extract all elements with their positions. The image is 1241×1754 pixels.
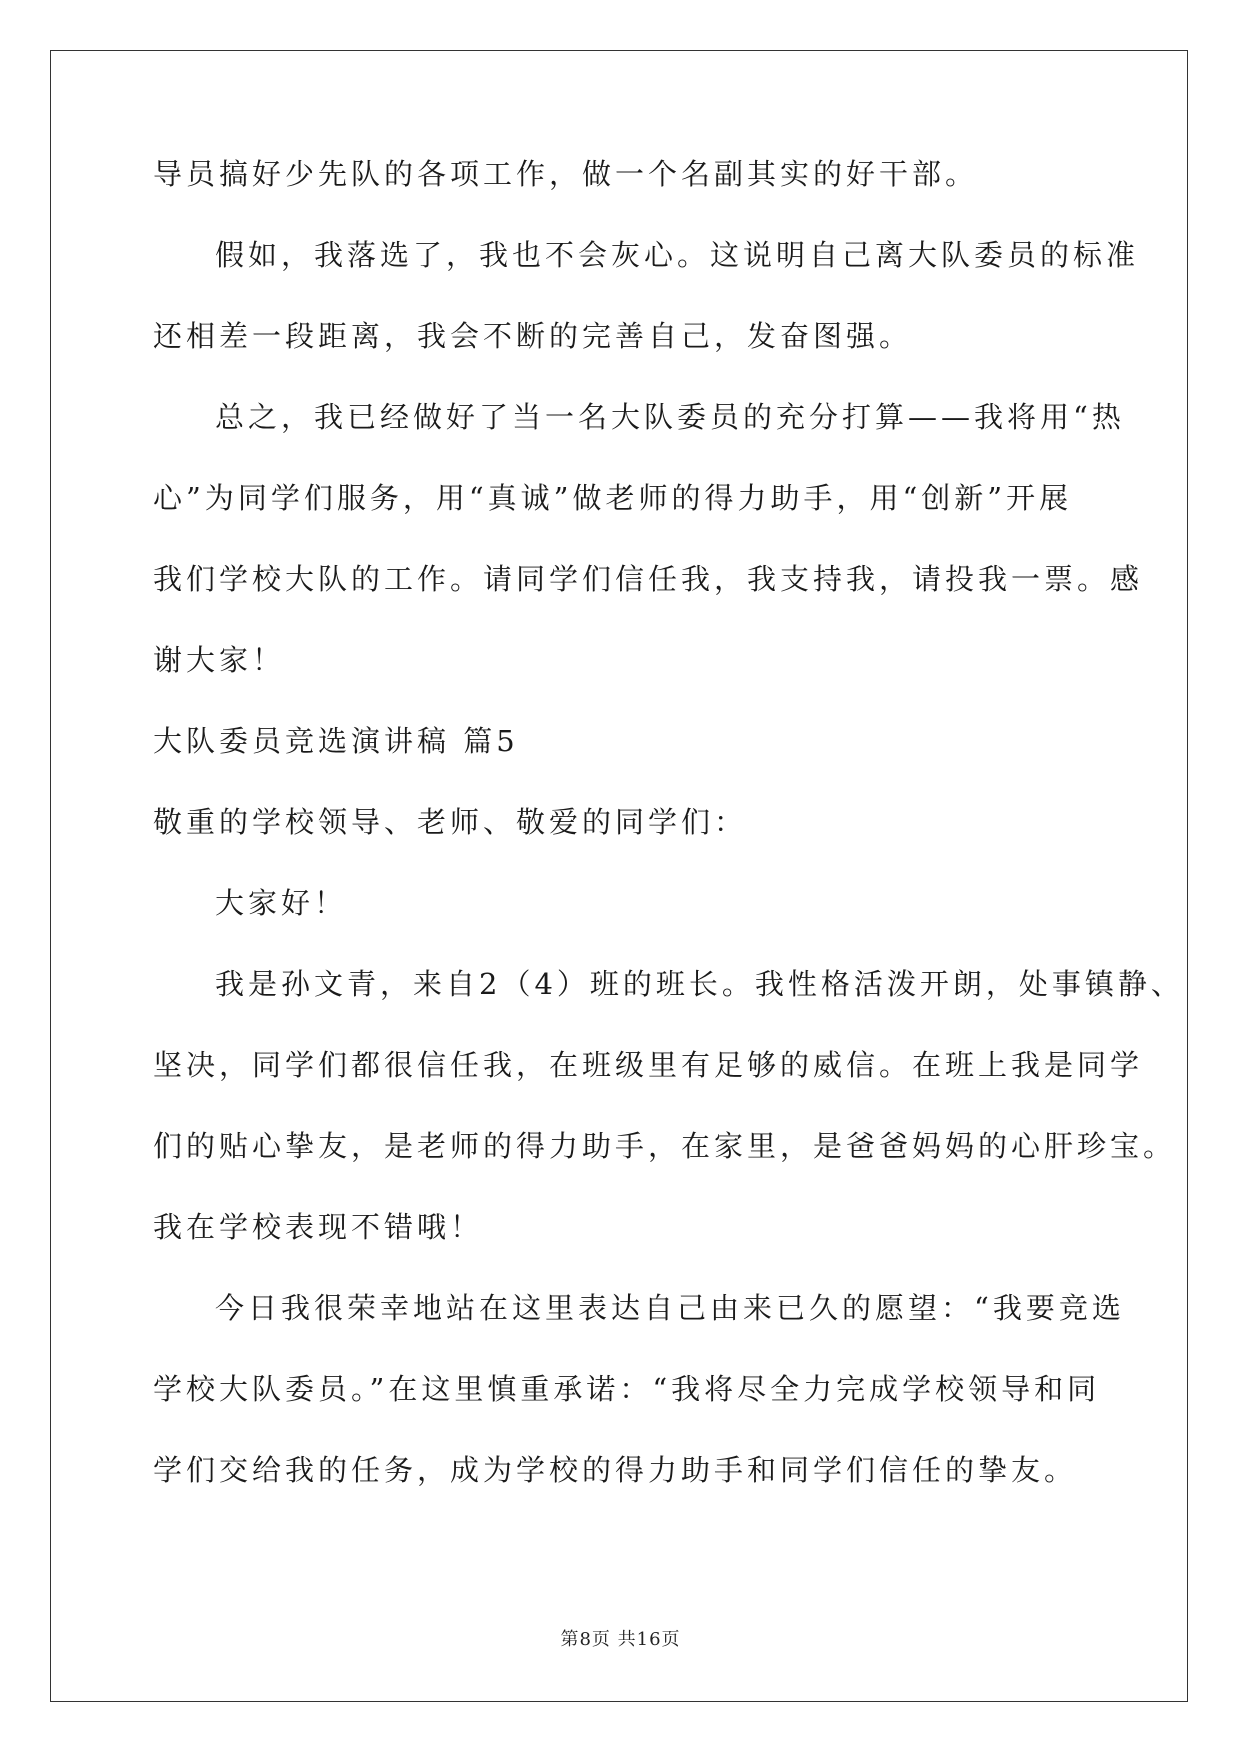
document-body [153, 157, 1184, 1537]
text-line-6: 我们学校大队的工作。请同学们信任我，我支持我，请投我一票。感 [153, 562, 1144, 596]
section-heading: 大队委员竞选演讲稿 篇5 [153, 724, 519, 758]
page-number: 第8页 共16页 [560, 1629, 681, 1650]
text-line-11: 我是孙文青，来自2（4）班的班长。我性格活泼开朗，处事镇静、 [215, 967, 1184, 1001]
salutation: 敬重的学校领导、老师、敬爱的同学们： [153, 805, 748, 839]
text-line-13: 们的贴心挚友，是老师的得力助手，在家里，是爸爸妈妈的心肝珍宝。 [153, 1129, 1177, 1163]
text-line-1: 导员搞好少先队的各项工作，做一个名副其实的好干部。 [153, 157, 979, 191]
text-line-7: 谢大家！ [153, 643, 286, 677]
text-line-3: 还相差一段距离，我会不断的完善自己，发奋图强。 [153, 319, 913, 353]
text-line-17: 学们交给我的任务，成为学校的得力助手和同学们信任的挚友。 [153, 1453, 1078, 1487]
greeting: 大家好！ [215, 886, 348, 920]
text-line-16: 学校大队委员。”在这里慎重承诺：“我将尽全力完成学校领导和同 [153, 1372, 1101, 1406]
text-line-5: 心”为同学们服务，用“真诚”做老师的得力助手，用“创新”开展 [153, 481, 1073, 515]
text-line-12: 坚决，同学们都很信任我，在班级里有足够的威信。在班上我是同学 [153, 1048, 1144, 1082]
text-line-2: 假如，我落选了，我也不会灰心。这说明自己离大队委员的标准 [215, 238, 1140, 272]
text-line-4: 总之，我已经做好了当一名大队委员的充分打算——我将用“热 [215, 400, 1125, 434]
text-line-14: 我在学校表现不错哦！ [153, 1210, 484, 1244]
text-line-15: 今日我很荣幸地站在这里表达自己由来已久的愿望：“我要竞选 [215, 1291, 1125, 1325]
